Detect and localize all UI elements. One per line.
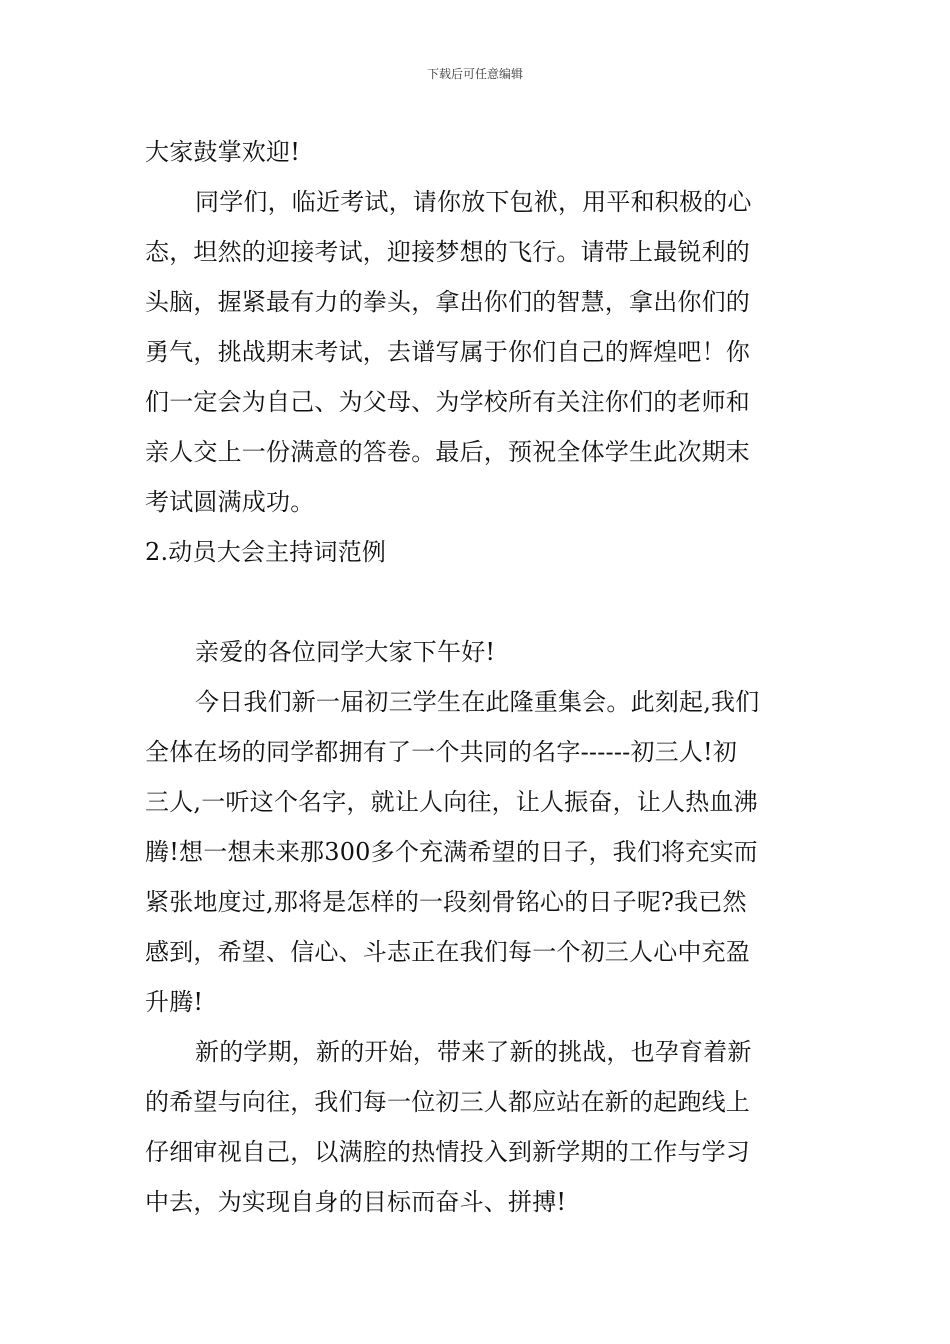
- section-heading: 2.动员大会主持词范例: [145, 538, 387, 566]
- paragraph-new-semester: [145, 1027, 810, 1227]
- paragraph-line: 中去，为实现自身的目标而奋斗、拼搏!: [145, 1188, 567, 1216]
- paragraph-line: 三人,一听这个名字，就让人向往，让人振奋，让人热血沸: [145, 788, 758, 816]
- document-body: [145, 127, 810, 1227]
- paragraph-line: 的希望与向往，我们每一位初三人都应站在新的起跑线上: [145, 1088, 750, 1116]
- paragraph-line: 仔细审视自己，以满腔的热情投入到新学期的工作与学习: [145, 1138, 750, 1166]
- paragraph-line: 同学们，临近考试，请你放下包袱，用平和积极的心: [195, 188, 752, 216]
- paragraph-line: 态，坦然的迎接考试，迎接梦想的飞行。请带上最锐利的: [145, 238, 750, 266]
- greeting-line: 亲爱的各位同学大家下午好!: [195, 638, 496, 666]
- blank-spacer: [145, 577, 810, 627]
- closing-line: 大家鼓掌欢迎!: [145, 138, 301, 166]
- paragraph-line: 头脑，握紧最有力的拳头，拿出你们的智慧，拿出你们的: [145, 288, 750, 316]
- paragraph-line: 考试圆满成功。: [145, 488, 315, 516]
- paragraph-line: 紧张地度过,那将是怎样的一段刻骨铭心的日子呢?我已然: [145, 888, 747, 916]
- paragraph-exam-encouragement: [145, 177, 810, 527]
- page-header-note: 下载后可任意编辑: [426, 67, 523, 81]
- paragraph-line: 亲人交上一份满意的答卷。最后，预祝全体学生此次期末: [145, 438, 750, 466]
- paragraph-line: 们一定会为自己、为父母、为学校所有关注你们的老师和: [145, 388, 750, 416]
- paragraph-assembly-intro: [145, 677, 810, 1027]
- paragraph-line: 今日我们新一届初三学生在此隆重集会。此刻起,我们: [195, 688, 760, 716]
- paragraph-line: 新的学期，新的开始，带来了新的挑战，也孕育着新: [195, 1038, 752, 1066]
- paragraph-line: 升腾!: [145, 988, 204, 1016]
- paragraph-line: 感到，希望、信心、斗志正在我们每一个初三人心中充盈: [145, 938, 750, 966]
- paragraph-line: 全体在场的同学都拥有了一个共同的名字------初三人!初: [145, 738, 738, 766]
- paragraph-line: 勇气，挑战期末考试，去谱写属于你们自己的辉煌吧！你: [145, 338, 750, 366]
- paragraph-line: 腾!想一想未来那300多个充满希望的日子，我们将充实而: [145, 838, 758, 866]
